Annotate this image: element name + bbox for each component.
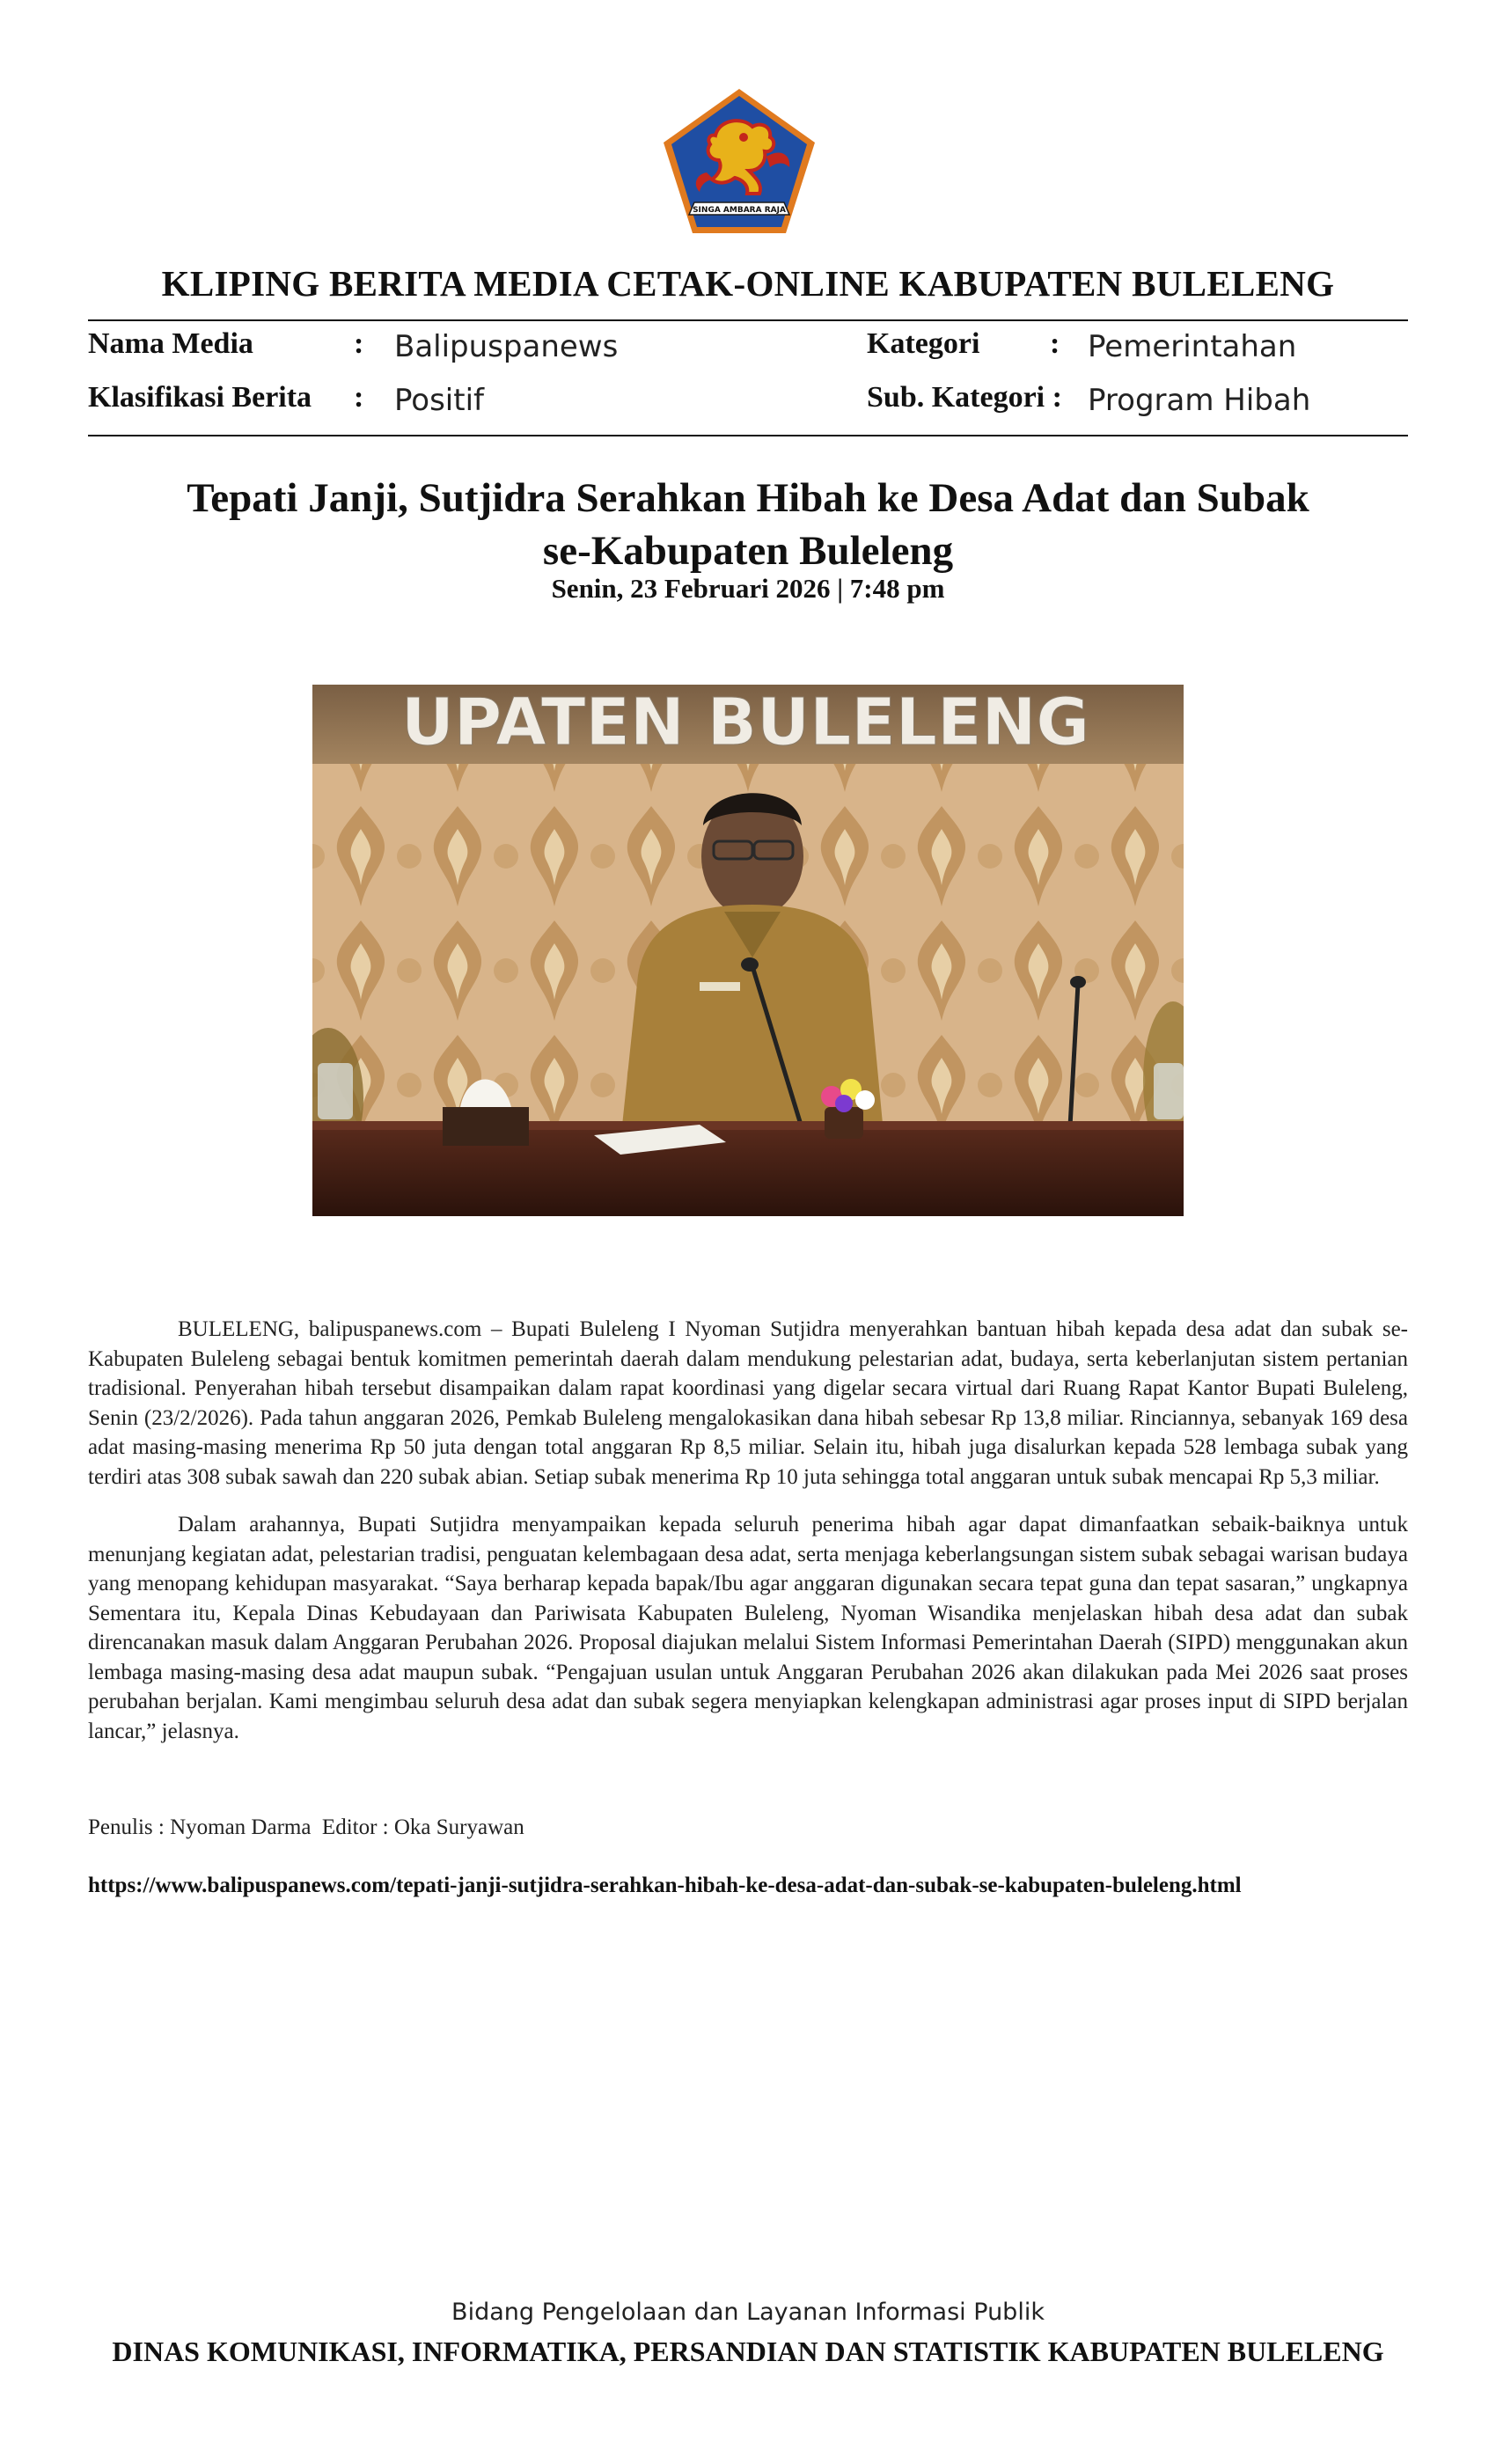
photo-sign-text: UPATEN BULELENG	[400, 685, 1090, 760]
subcategory-label: Sub. Kategori :	[867, 381, 1062, 414]
article-title-line-1: Tepati Janji, Sutjidra Serahkan Hibah ke Desa Adat dan Subak	[187, 475, 1309, 521]
category-colon: :	[1050, 327, 1060, 360]
article-body	[88, 1315, 1408, 1764]
classification-value: Positif	[394, 383, 484, 418]
writer-editor-line: Penulis : Nyoman Darma Editor : Oka Suryawan	[88, 1815, 524, 1839]
category-label: Kategori	[867, 327, 980, 360]
header-rule-bottom	[88, 435, 1408, 436]
article-paragraph-2: Dalam arahannya, Bupati Sutjidra menyampaikan kepada seluruh penerima hibah agar dapat dimanfaatkan sebaik-baiknya untuk menunjang kegiatan adat, pelestarian tradisi, penguatan kelembagaan desa adat, serta menjaga keberlangsungan sistem subak sebagai warisan budaya yang menopang kehidupan masyarakat. “Saya berharap kepada bapak/Ibu agar anggaran digunakan secara tepat guna dan tepat sasaran,” ungkapnya Sementara itu, Kepala Dinas Kebudayaan dan Pariwisata Kabupaten Buleleng, Nyoman Wisandika menjelaskan hibah desa adat dan subak direncanakan masuk dalam Anggaran Perubahan 2026. Proposal diajukan melalui Sistem Informasi Pemerintahan Daerah (SIPD) menggunakan akun lembaga masing-masing desa adat maupun subak. “Pengajuan usulan untuk Anggaran Perubahan 2026 akan dilakukan pada Mei 2026 saat proses perubahan berjalan. Kami mengimbau seluruh desa adat dan subak segera menyiapkan kelengkapan administrasi agar proses input di SIPD berjalan lancar,” jelasnya.	[88, 1513, 1408, 1743]
clipping-header-title: KLIPING BERITA MEDIA CETAK-ONLINE KABUPATEN BULELENG	[161, 263, 1335, 304]
article-title-line-2: se-Kabupaten Buleleng	[542, 528, 954, 574]
meta-row-classification	[0, 381, 1496, 425]
article-photo	[312, 685, 1184, 1216]
media-label: Nama Media	[88, 327, 253, 360]
subcategory-value: Program Hibah	[1088, 383, 1311, 418]
footer-division: Bidang Pengelolaan dan Layanan Informasi Publik	[451, 2299, 1045, 2326]
source-url: https://www.balipuspanews.com/tepati-janji-sutjidra-serahkan-hibah-ke-desa-adat-dan-subak-se-kabupaten-buleleng.html	[88, 1874, 1242, 1897]
meta-row-media	[0, 327, 1496, 371]
footer-agency: DINAS KOMUNIKASI, INFORMATIKA, PERSANDIAN DAN STATISTIK KABUPATEN BULELENG	[112, 2336, 1384, 2367]
article-paragraph-1: BULELENG, balipuspanews.com – Bupati Buleleng I Nyoman Sutjidra menyerahkan bantuan hibah kepada desa adat dan subak se-Kabupaten Buleleng sebagai bentuk komitmen pemerintah daerah dalam mendukung pelestarian adat, budaya, serta keberlanjutan sistem pertanian tradisional. Penyerahan hibah tersebut disampaikan dalam rapat koordinasi yang digelar secara virtual dari Ruang Rapat Kantor Bupati Buleleng, Senin (23/2/2026). Pada tahun anggaran 2026, Pemkab Buleleng mengalokasikan dana hibah sebesar Rp 13,8 miliar. Rinciannya, sebanyak 169 desa adat masing-masing menerima Rp 50 juta dengan total anggaran Rp 8,5 miliar. Selain itu, hibah juga disalurkan kepada 528 lembaga subak yang terdiri atas 308 subak sawah dan 220 subak abian. Setiap subak menerima Rp 10 juta sehingga total anggaran untuk subak mencapai Rp 5,3 miliar.	[88, 1317, 1408, 1489]
classification-colon: :	[354, 381, 364, 414]
logo-motto: SINGA AMBARA RAJA	[693, 206, 786, 215]
regency-logo	[661, 86, 818, 236]
media-colon: :	[354, 327, 364, 360]
media-value: Balipuspanews	[394, 329, 619, 364]
classification-label: Klasifikasi Berita	[88, 381, 312, 414]
article-date: Senin, 23 Februari 2026 | 7:48 pm	[551, 573, 945, 604]
lion-emblem-icon	[661, 86, 818, 236]
header-rule-top	[88, 319, 1408, 321]
category-value: Pemerintahan	[1088, 329, 1297, 364]
article-title	[132, 472, 1364, 577]
